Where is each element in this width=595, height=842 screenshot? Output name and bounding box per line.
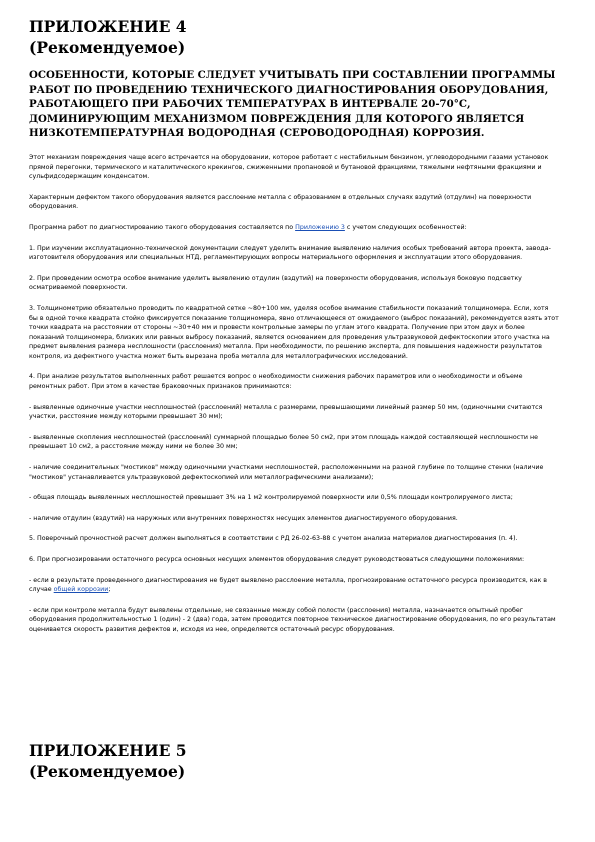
criterion-bridges: - наличие соединительных "мостиков" между одиночными участками несплошностей, расположенными на разной глубине по толщине стенки (наличие "мостиков" устанавливается ультразвуковой дефектоскопией или металлографическими анализами); [29,464,544,481]
paragraph-item-6: 6. При прогнозировании остаточного ресурса основных несущих элементов оборудования следует руководствоваться следующими положениями: [29,556,525,563]
appendix-4-heading: ОСОБЕННОСТИ, КОТОРЫЕ СЛЕДУЕТ УЧИТЫВАТЬ ПРИ СОСТАВЛЕНИИ ПРОГРАММЫ РАБОТ ПО ПРОВЕДЕНИЮ ТЕХНИЧЕСКОГО ДИАГНОСТИРОВАНИЯ ОБОРУДОВАНИЯ, РАБОТАЮЩЕГО ПРИ РАБОЧИХ ТЕМПЕРАТУРАХ В ИНТЕРВАЛЕ 20-70°С, ДОМИНИРУЮЩИМ МЕХАНИЗМОМ ПОВРЕЖДЕНИЯ ДЛЯ КОТОРОГО ЯВЛЯЕТСЯ НИЗКОТЕМПЕРАТУРНАЯ ВОДОРОДНАЯ (СЕРОВОДОРОДНАЯ) КОРРОЗИЯ. [29,69,556,140]
appendix-5-subtitle: (Рекомендуемое) [29,762,186,781]
paragraph-defect: Характерным дефектом такого оборудования является расслоение металла с образованием в отдельных случаях вздутий (отдулин) на поверхности оборудования. [29,193,532,211]
paragraph-item-2: 2. При проведении осмотра особое внимание уделить выявлению отдулин (вздутий) на поверхности оборудования, используя боковую подсветку осматриваемой поверхности. [29,274,522,292]
paragraph-item-1: 1. При изучении эксплуатационно-технической документации следует уделить внимание выявлению наличия особых требований автора проекта, завода-изготовителя оборудования или специальных НТД, регламентирующих вопросы материального оформления и эксплуатации этого оборудования. [29,244,551,262]
appendix-4-section [29,16,559,646]
paragraph-item-5: 5. Поверочный прочностной расчет должен выполняться в соответствии с РД 26-02-63-88 с учетом анализа материалов диагностирования (п. 4). [29,535,518,543]
appendix-5-section [29,740,559,782]
paragraph-intro: Этот механизм повреждения чаще всего встречается на оборудовании, которое работает с нестабильным бензином, углеводородными газами установок прямой перегонки, термического и каталитического крекингов, сжиженными пропановой и бутановой фракциями, тяжелыми нефтяными фракциями и сульфидсодержащим конденсатом. [29,153,549,181]
paragraph-item-3: 3. Толщинометрию обязательно проводить по квадратной сетке ~80+100 мм, уделяя особое внимание стабильности показаний толщиномера. Если, хотя бы в одной точке квадрата стойко фиксируется показание толщиномера, явно отличающееся от ожидаемого (выброс показаний), рекомендуется взять этот точки квадрата на расстоянии от стороны ~30+40 мм и провести контрольные замеры по углам этого квадрата. Получение при этом двух и более показаний толщиномера, близких или равных выбросу показаний, является основанием для проведения ультразвуковой дефектоскопии этого участка на предмет выявления размера несплошности (расслоения) металла. При необходимости, по решению эксперта, для повышения надежности результатов контроля, из дефектного участка может быть вырезана проба металла для металлографических исследований. [29,304,559,360]
forecast-separate-cavities: - если при контроле металла будут выявлены отдельные, не связанные между собой полости (расслоения) металла, назначается опытный пробег оборудования продолжительностью 1 (один) - 2 (два) года, затем проводится повторное техническое диагностирование оборудования, по его результатам оценивается скорость развития дефектов и, исходя из нее, определяется остаточный ресурс оборудования. [29,606,556,633]
criterion-blisters: - наличие отдулин (вздутий) на наружных или внутренних поверхностях несущих элементов диагностируемого оборудования. [29,514,458,522]
criterion-single-areas: - выявленные одиночные участки несплошностей (расслоений) металла с размерами, превышающими линейный размер 50 мм, (одиночными считаются участки, расстояние между которыми превышает 30 мм); [29,403,543,421]
appendix-4-title: ПРИЛОЖЕНИЕ 4 [29,17,187,36]
appendix-5-title: ПРИЛОЖЕНИЕ 5 [29,741,187,760]
forecast-no-delamination-end: ; [108,586,111,594]
forecast-no-delamination [29,576,559,595]
appendix-3-link[interactable]: Приложению 3 [295,223,345,231]
paragraph-program-text-end: с учетом следующих особенностей: [344,223,467,231]
appendix-4-subtitle: (Рекомендуемое) [29,38,186,57]
general-corrosion-link[interactable]: общей коррозии [53,586,109,594]
forecast-no-delamination-text: - если в результате проведенного диагностирования не будет выявлено расслоение металла, прогнозирование остаточного ресурса производится, как в случае [29,576,547,594]
paragraph-program-text: Программа работ по диагностированию такого оборудования составляется по [29,223,296,231]
criterion-clusters: - выявленные скопления несплошностей (расслоений) суммарной площадью более 50 см2, при этом площадь каждой составляющей несплошности не превышает 10 см2, а расстояние между ними не более 30 мм; [29,433,538,451]
paragraph-item-4: 4. При анализе результатов выполненных работ решается вопрос о необходимости снижения рабочих параметров или о необходимости и объеме ремонтных работ. При этом в качестве браковочных признаков принимаются: [29,373,523,391]
criterion-total-area: - общая площадь выявленных несплошностей превышает 3% на 1 м2 контролируемой поверхности или 0,5% площади контролируемого листа; [29,494,513,502]
paragraph-program [29,223,559,233]
